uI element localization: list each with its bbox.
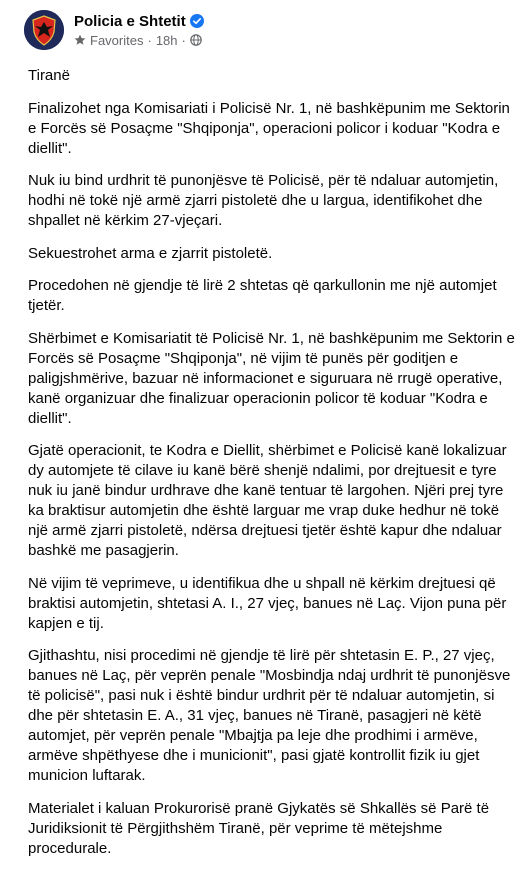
post-paragraph: Finalizohet nga Komisariati i Policisë Nr. 1, në bashkëpunim me Sektorin e Forcës së Posaçme "Shqiponja", operacioni policor i koduar "Kodra e diellit".	[28, 99, 510, 157]
police-emblem-icon	[24, 10, 64, 50]
verified-badge-icon	[190, 14, 204, 28]
post-paragraph: Shërbimet e Komisariatit të Policisë Nr. 1, në bashkëpunim me Sektorin e Forcës së Posaçme "Shqiponja", në vijim të punës për goditjen e paligjshmërive, bazuar në informacionet e siguruara në rrugë operative, kanë organizuar dhe finalizuar operacionin policor të koduar "Kodra e diellit".	[28, 329, 515, 427]
meta-separator: ·	[181, 32, 186, 48]
post-paragraph: Sekuestrohet arma e zjarrit pistoletë.	[28, 244, 273, 262]
audience-label[interactable]: Favorites	[90, 32, 144, 48]
post-header	[24, 10, 204, 50]
post-meta	[74, 32, 204, 49]
post-paragraph: Gjithashtu, nisi procedimi në gjendje të lirë për shtetasin E. P., 27 vjeç, banues në Laç, për veprën penale "Mosbindja ndaj urdhrit të punonjësve të policisë", pasi nuk i është bindur urdhrit për të ndaluar automjetin, si dhe për shtetasin E. A., 31 vjeç, banues në Tiranë, pasagjeri në këtë automjet, për veprën penale "Mbajtja pa leje dhe prodhimi i armëve, armëve shpëthyese dhe i municionit", pasi gjatë kontrollit fizik iu gjet municion luftarak.	[28, 647, 511, 784]
post-paragraph: Materialet i kaluan Prokurorisë pranë Gjykatës së Shkallës së Parë të Juridiksionit të Përgjithshëm Tiranë, për veprime të mëtejshme procedurale.	[28, 799, 490, 857]
post-body	[28, 66, 515, 871]
post-time[interactable]: 18h	[155, 32, 178, 48]
post-paragraph: Gjatë operacionit, te Kodra e Diellit, shërbimet e Policisë kanë lokalizuar dy automjete të cilave iu kanë bërë shenjë ndalimi, por drejtuesit e tyre nuk iu janë bindur urdhrave dhe kanë tentuar të largohen. Njëri prej tyre ka braktisur automjetin dhe është larguar me vrap duke hedhur në tokë një armë zjarri pistoletë, ndërsa drejtuesi tjetër është kapur dhe ndaluar bashkë me pasagjerin.	[28, 442, 507, 559]
page-name[interactable]: Policia e Shtetit	[74, 12, 186, 30]
post-paragraph: Procedohen në gjendje të lirë 2 shtetas që qarkullonin me një automjet tjetër.	[28, 277, 497, 314]
post-paragraph: Në vijim të veprimeve, u identifikua dhe u shpall në kërkim drejtuesi që braktisi automjetin, shtetasi A. I., 27 vjeç, banues në Laç. Vijon puna për kapjen e tij.	[28, 574, 507, 632]
meta-separator: ·	[147, 32, 152, 48]
star-icon	[74, 34, 86, 46]
page-avatar[interactable]	[24, 10, 64, 50]
post-paragraph: Tiranë	[28, 67, 70, 84]
globe-icon[interactable]	[190, 34, 202, 46]
post-paragraph: Nuk iu bind urdhrit të punonjësve të Policisë, për të ndaluar automjetin, hodhi në tokë një armë zjarri pistoletë dhe u largua, identifikohet dhe shpallet në kërkim 27-vjeçari.	[28, 172, 499, 229]
